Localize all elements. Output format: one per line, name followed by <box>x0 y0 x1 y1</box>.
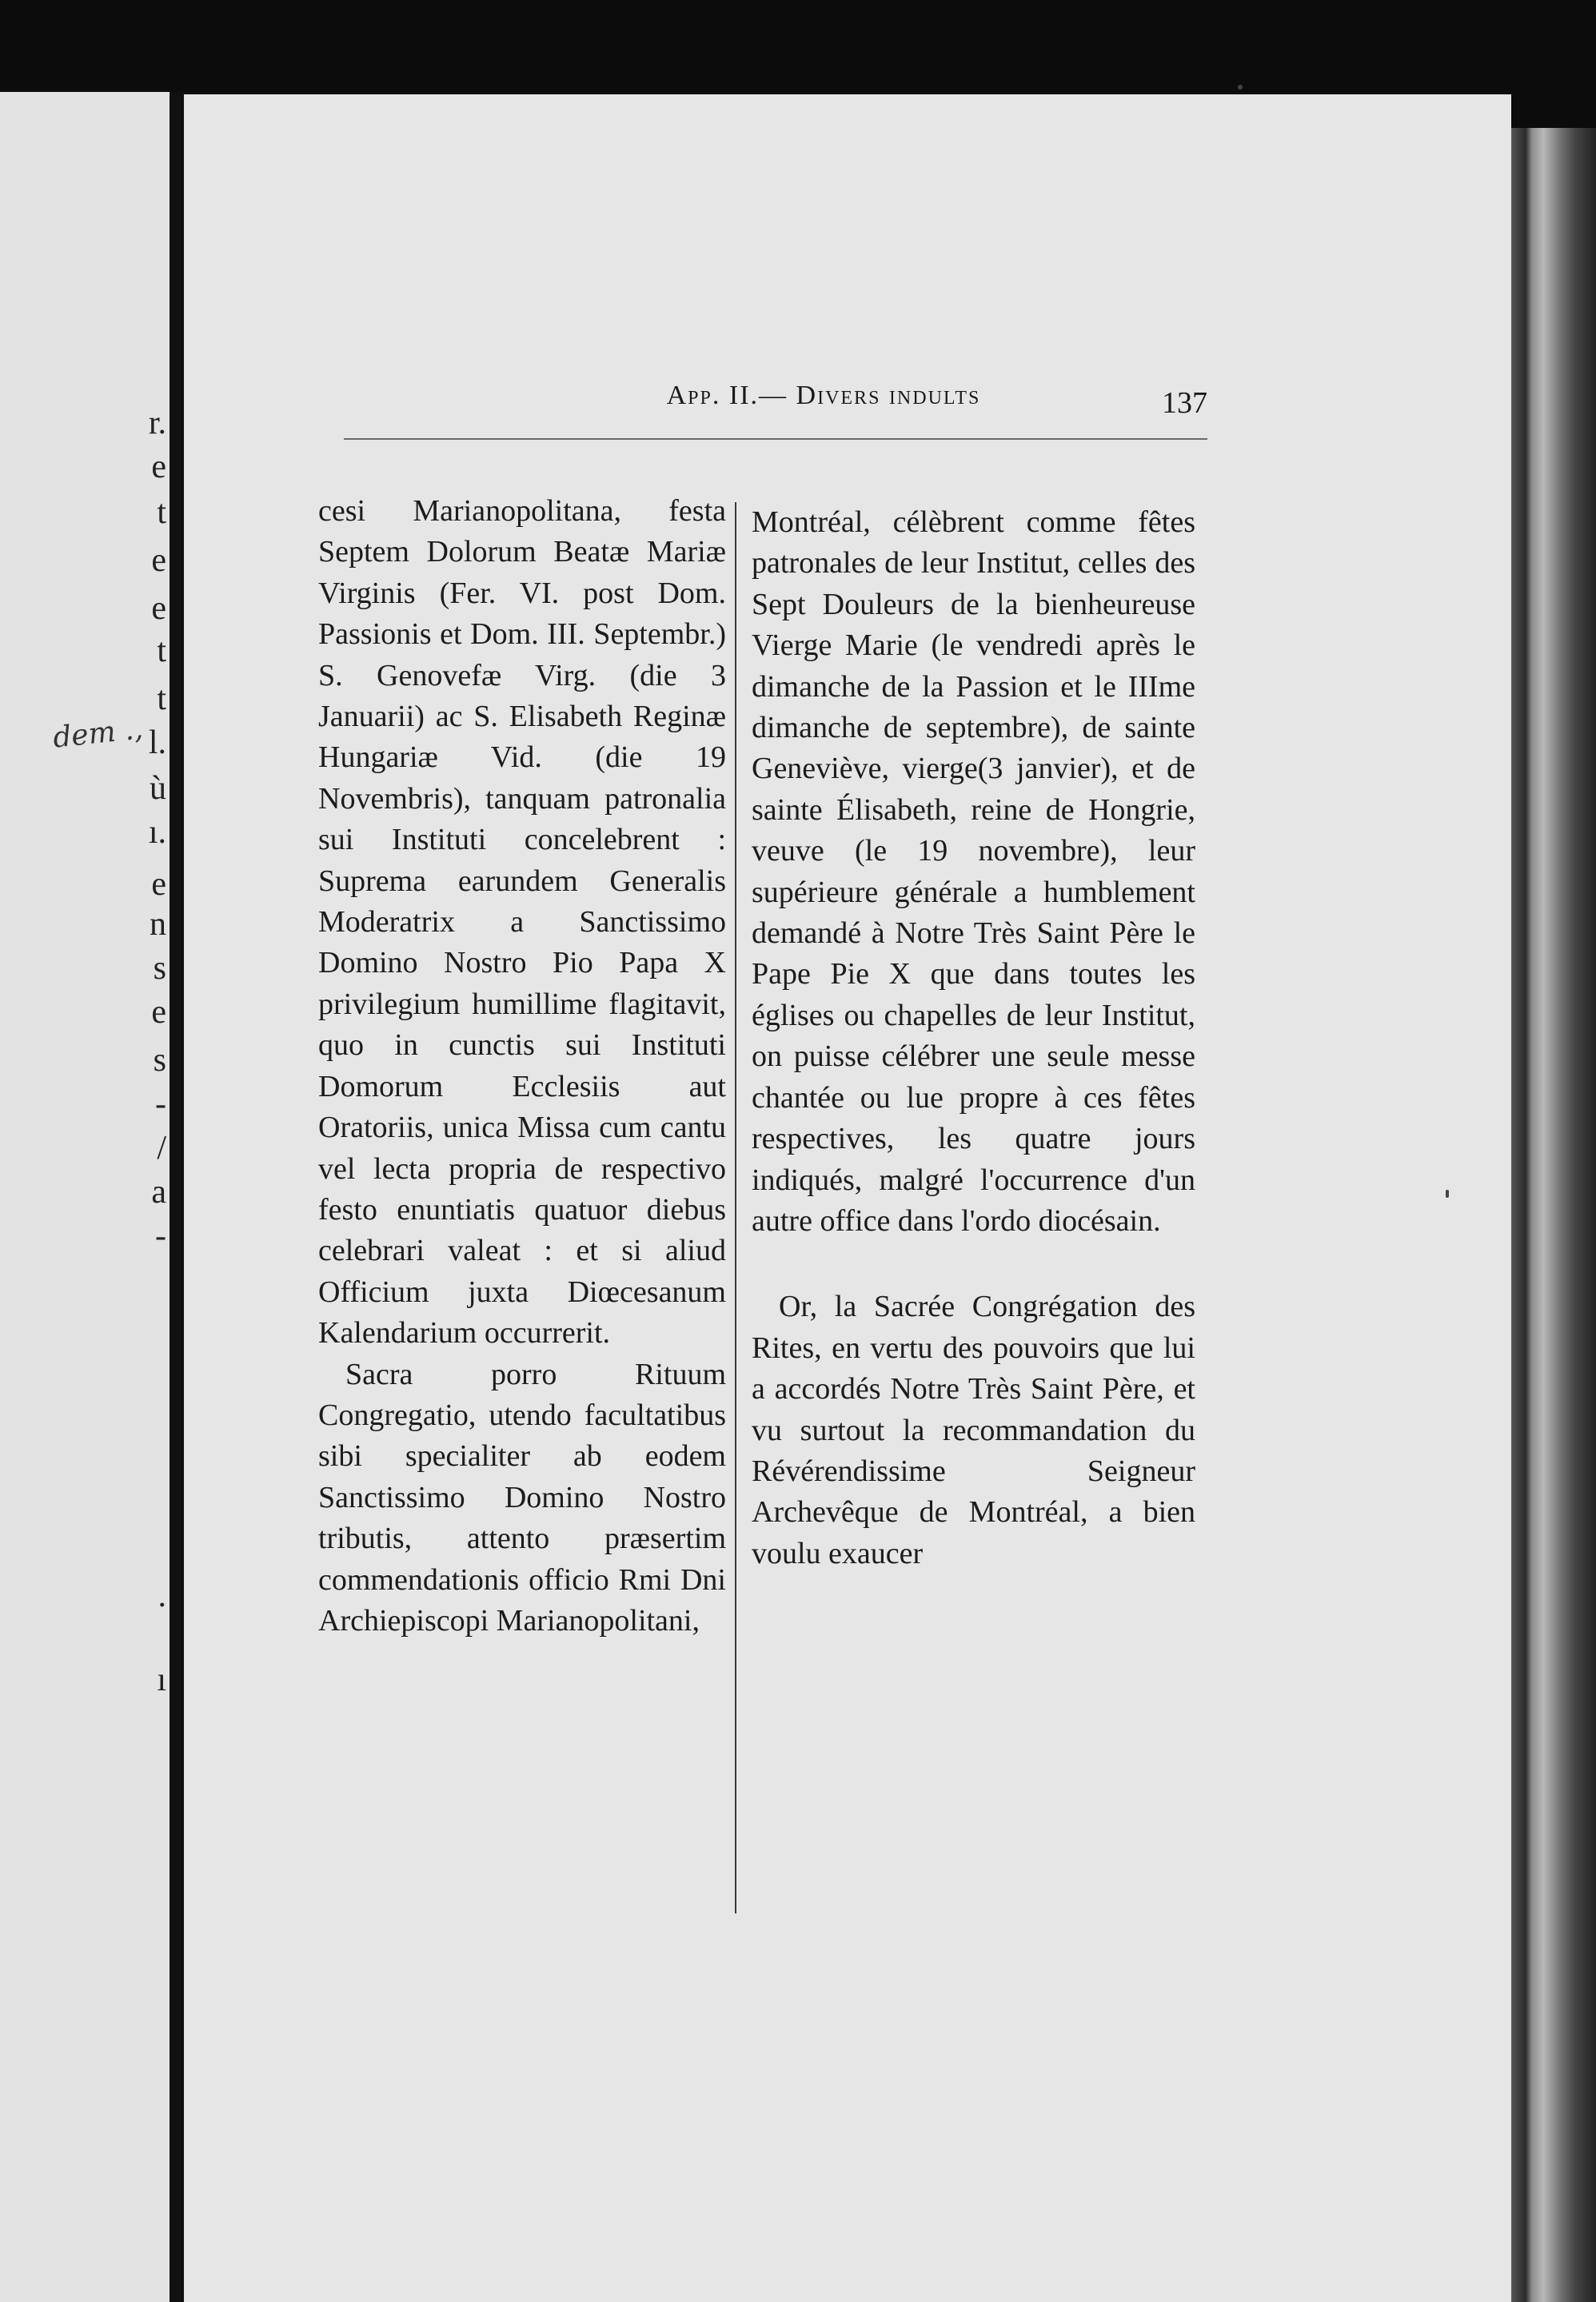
header-rule <box>344 438 1207 440</box>
previous-page-line-ending: ù <box>150 770 166 807</box>
previous-page-line-ending: n <box>150 906 166 943</box>
previous-page-line-ending: s <box>153 1042 166 1079</box>
previous-page-line-ending: / <box>157 1130 166 1167</box>
page-edge-stack <box>1511 128 1596 2302</box>
running-title: App. II.— Divers indults <box>666 381 981 410</box>
french-column <box>752 502 1195 1574</box>
scan-speck <box>1446 1190 1449 1198</box>
scan-speck <box>1238 85 1243 90</box>
previous-page-line-ending: ı. <box>148 814 166 851</box>
previous-page-line-ending: r. <box>148 405 166 441</box>
previous-page-line-ending: e <box>151 994 166 1031</box>
previous-page-line-ending: e <box>151 590 166 627</box>
page-number: 137 <box>1162 386 1207 420</box>
previous-page-line-ending: t <box>157 680 166 717</box>
previous-page-line-ending: - <box>155 1086 166 1123</box>
french-paragraph: Montréal, célèbrent comme fêtes patronales de leur Institut, celles des Sept Douleurs de la bienheureuse Vierge Marie (le vendredi après le dimanche de la Passion et le IIIme dimanche de septembre), de sainte Geneviève, vierge(3 janvier), et de sainte Élisabeth, reine de Hongrie, veuve (le 19 novembre), leur supérieure générale a humblement demandé à Notre Très Saint Père le Pape Pie X que dans toutes les églises ou chapelles de leur Institut, on puisse célébrer une seule messe chantée ou lue propre à ces fêtes respectives, les quatre jours indiqués, malgré l'occurrence d'un autre office dans l'ordo diocésain. <box>752 505 1195 1238</box>
previous-page-line-ending: e <box>151 542 166 579</box>
previous-page-line-ending: e <box>151 866 166 903</box>
page-header <box>344 381 1207 429</box>
latin-column <box>318 491 726 1642</box>
previous-page-line-ending: t <box>157 494 166 531</box>
previous-page-line-ending: t <box>157 632 166 669</box>
previous-page-line-ending: e <box>151 449 166 485</box>
previous-page-line-ending: l. <box>148 724 166 761</box>
latin-paragraph: cesi Marianopolitana, festa Septem Dolorum Beatæ Mariæ Virginis (Fer. VI. post Dom. Passionis et Dom. III. Septembr.) S. Genovefæ Virg. (die 3 Januarii) ac S. Elisabeth Reginæ Hungariæ Vid. (die 19 Novembris), tanquam patronalia sui Instituti concelebrent : Suprema earundem Generalis Moderatrix a Sanctissimo Domino Nostro Pio Papa X privilegium humillime flagitavit, quo in cunctis sui Instituti Domorum Ecclesiis aut Oratoriis, unica Missa cum cantu vel lecta propria de respectivo festo enuntiatis quatuor diebus celebrari valeat : et si aliud Officium juxta Diœcesanum Kalendarium occurrerit. <box>318 494 726 1350</box>
column-divider <box>735 502 736 1913</box>
handwritten-margin-note: dem ., <box>51 712 145 755</box>
book-gutter <box>170 92 184 2302</box>
previous-page-line-ending: a <box>151 1174 166 1211</box>
previous-page-line-ending: - <box>155 1218 166 1255</box>
previous-page-line-ending: s <box>153 950 166 987</box>
previous-page-fragment <box>0 92 170 2302</box>
latin-paragraph: Sacra porro Rituum Congregatio, utendo facultatibus sibi specialiter ab eodem Sanctissimo Domino Nostro tributis, attento præsertim commendationis officio Rmi Dni Archiepiscopi Marianopolitani, <box>318 1357 726 1638</box>
previous-page-line-ending: ı <box>157 1662 166 1698</box>
previous-page-line-ending: . <box>158 1578 166 1614</box>
french-paragraph: Or, la Sacrée Congrégation des Rites, en vertu des pouvoirs que lui a accordés Notre Très Saint Père, et vu surtout la recommandation du Révérendissime Seigneur Archevêque de Montréal, a bien voulu exaucer <box>752 1290 1195 1570</box>
